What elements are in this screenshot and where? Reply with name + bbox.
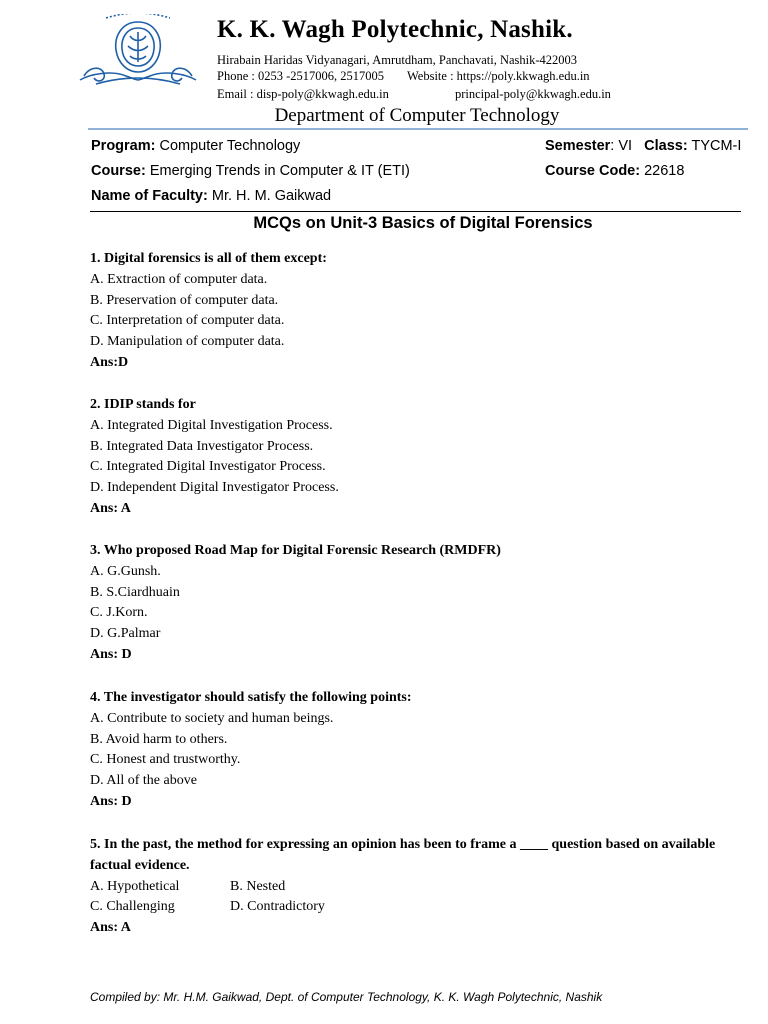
faculty-info xyxy=(91,188,331,204)
semester-label: Semester xyxy=(545,138,611,154)
college-phone: Phone : 0253 -2517006, 2517005 xyxy=(217,69,385,83)
question-block xyxy=(90,541,742,666)
answer-option: B. Preservation of computer data. xyxy=(90,292,279,308)
course-label: Course: xyxy=(91,163,146,179)
department-name: Department of Computer Technology xyxy=(274,105,560,126)
answer-option: A. Hypothetical xyxy=(90,878,180,894)
email-principal[interactable]: principal-poly@kkwagh.edu.in xyxy=(455,87,611,101)
course-code-value: 22618 xyxy=(644,163,685,179)
answer-option-row xyxy=(90,897,742,918)
correct-answer: Ans: A xyxy=(90,920,131,936)
answer-option: C. Honest and trustworthy. xyxy=(90,752,241,768)
answer-option: A. Integrated Digital Investigation Process. xyxy=(90,417,333,433)
class-value: TYCM-I xyxy=(691,138,742,154)
course-code-info xyxy=(545,163,684,179)
semester-class-info xyxy=(545,138,741,154)
page-footer: Compiled by: Mr. H.M. Gaikwad, Dept. of Computer Technology, K. K. Wagh Polytechnic, Nashik xyxy=(90,990,603,1004)
question-block xyxy=(90,249,742,374)
faculty-value: Mr. H. M. Gaikwad xyxy=(211,188,332,204)
program-info xyxy=(91,138,300,154)
college-website[interactable]: Website : https://poly.kkwagh.edu.in xyxy=(407,69,590,83)
correct-answer: Ans: D xyxy=(90,793,132,809)
answer-option: B. Avoid harm to others. xyxy=(90,731,228,747)
college-logo xyxy=(76,14,200,88)
course-code-label: Course Code: xyxy=(545,163,641,179)
info-divider xyxy=(90,211,741,212)
question-text: 2. IDIP stands for xyxy=(90,397,196,412)
answer-option: B. Integrated Data Investigator Process. xyxy=(90,438,314,454)
answer-option: C. J.Korn. xyxy=(90,605,148,621)
college-address: Hirabain Haridas Vidyanagari, Amrutdham, Panchavati, Nashik-422003 xyxy=(217,53,578,67)
correct-answer: Ans:D xyxy=(90,354,129,370)
answer-option: D. All of the above xyxy=(90,773,197,789)
answer-option: D. G.Palmar xyxy=(90,626,161,642)
email-dept[interactable]: Email : disp-poly@kkwagh.edu.in xyxy=(217,87,389,101)
answer-option: A. Contribute to society and human beings. xyxy=(90,710,334,726)
question-block xyxy=(90,835,742,939)
answer-option: B. S.Ciardhuain xyxy=(90,584,180,600)
question-block xyxy=(90,395,742,520)
course-info xyxy=(91,163,410,179)
question-text: 3. Who proposed Road Map for Digital Forensic Research (RMDFR) xyxy=(90,543,501,558)
program-label: Program: xyxy=(91,138,156,154)
answer-option: A. Extraction of computer data. xyxy=(90,271,268,287)
answer-option: A. G.Gunsh. xyxy=(90,563,161,579)
header-divider xyxy=(88,128,748,130)
question-text: 1. Digital forensics is all of them except: xyxy=(90,251,327,266)
answer-option: C. Integrated Digital Investigator Process. xyxy=(90,459,326,475)
course-value: Emerging Trends in Computer & IT (ETI) xyxy=(149,163,410,179)
class-label: Class: xyxy=(644,138,688,154)
answer-option: B. Nested xyxy=(230,878,286,894)
page-title: MCQs on Unit-3 Basics of Digital Forensics xyxy=(253,214,593,232)
answer-option: D. Contradictory xyxy=(230,899,325,915)
answer-option: C. Interpretation of computer data. xyxy=(90,313,285,329)
semester-value: : VI xyxy=(610,138,633,154)
question-text: 4. The investigator should satisfy the following points: xyxy=(90,690,412,705)
faculty-label: Name of Faculty: xyxy=(91,188,208,204)
answer-option: C. Challenging xyxy=(90,899,175,915)
program-value: Computer Technology xyxy=(159,138,301,154)
question-block xyxy=(90,688,742,813)
college-name: K. K. Wagh Polytechnic, Nashik. xyxy=(217,16,573,43)
answer-option-row xyxy=(90,877,742,898)
question-text: 5. In the past, the method for expressing an opinion has been to frame a ____ question based on available factual evidence. xyxy=(90,837,716,873)
answer-option: D. Manipulation of computer data. xyxy=(90,334,285,350)
answer-option: D. Independent Digital Investigator Process. xyxy=(90,480,339,496)
correct-answer: Ans: D xyxy=(90,646,132,662)
correct-answer: Ans: A xyxy=(90,500,131,516)
